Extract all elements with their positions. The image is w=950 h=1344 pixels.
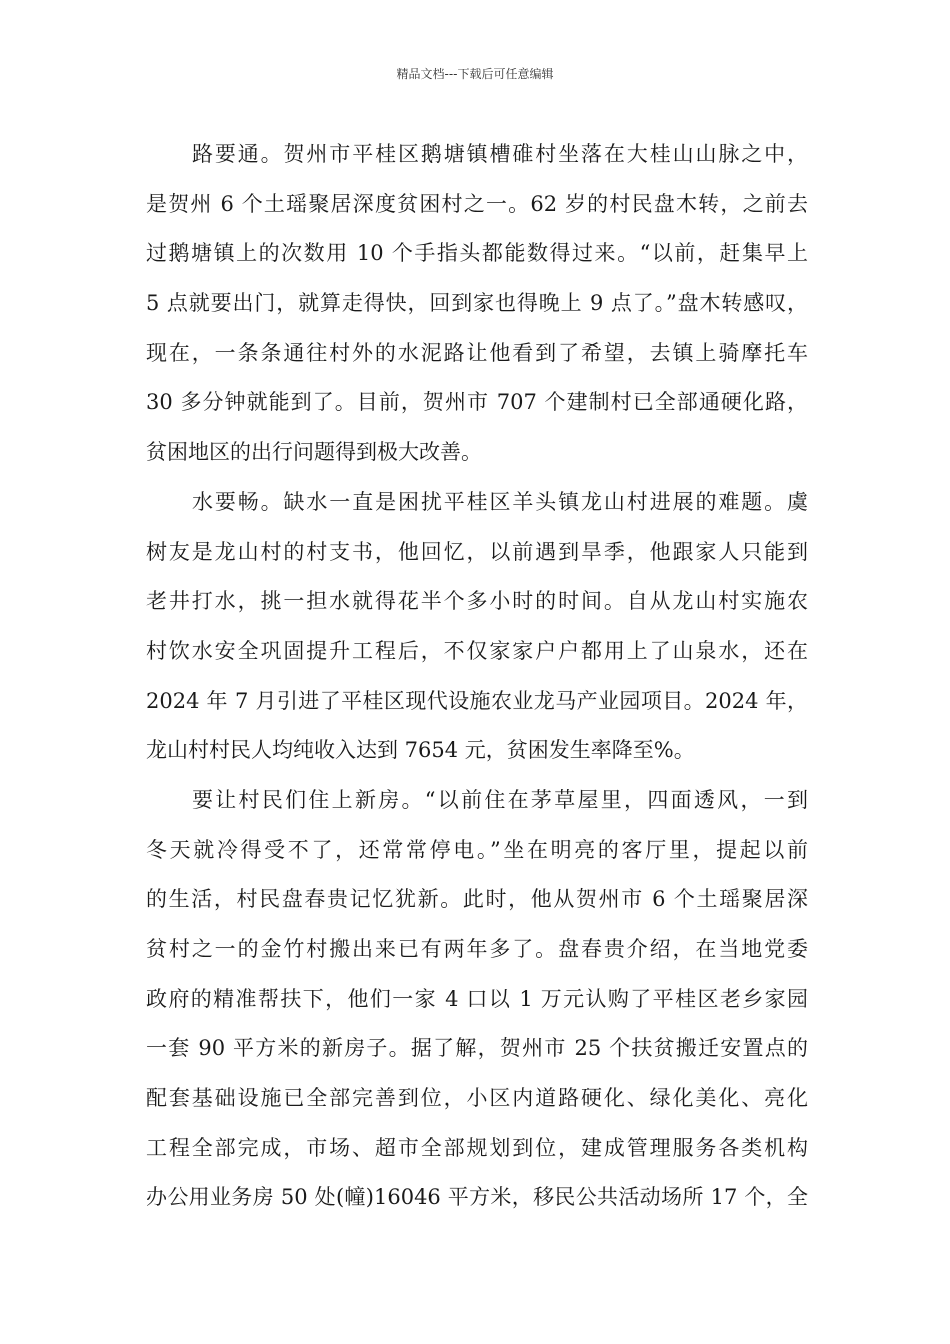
- paragraph-housing: [146, 776, 808, 1223]
- text-line: 配套基础设施已全部完善到位，小区内道路硬化、绿化美化、亮化: [146, 1086, 808, 1111]
- text-line: 路要通。贺州市平桂区鹅塘镇槽碓村坐落在大桂山山脉之中，: [192, 142, 808, 166]
- text-line: 政府的精准帮扶下，他们一家 4 口以 1 万元认购了平桂区老乡家园: [146, 986, 808, 1011]
- paragraph-road: [146, 130, 808, 478]
- text-line: 一套 90 平方米的新房子。据了解，贺州市 25 个扶贫搬迁安置点的: [146, 1036, 808, 1061]
- text-line: 贫村之一的金竹村搬出来已有两年多了。盘春贵介绍，在当地党委: [146, 937, 808, 961]
- text-line: 5 点就要出门，就算走得快，回到家也得晚上 9 点了。”盘木转感叹，: [146, 291, 808, 316]
- paragraph-water: [146, 478, 808, 776]
- text-line: 2024 年 7 月引进了平桂区现代设施农业龙马产业园项目。2024 年，: [146, 688, 808, 713]
- text-line: 办公用业务房 50 处(幢)16046 平方米，移民公共活动场所 17 个，全: [146, 1185, 808, 1210]
- text-line: 要让村民们住上新房。“以前住在茅草屋里，四面透风，一到: [192, 787, 808, 812]
- text-line: 村饮水安全巩固提升工程后，不仅家家户户都用上了山泉水，还在: [146, 638, 808, 663]
- text-line: 过鹅塘镇上的次数用 10 个手指头都能数得过来。“以前，赶集早上: [146, 241, 808, 266]
- text-line: 水要畅。缺水一直是困扰平桂区羊头镇龙山村进展的难题。虞: [192, 489, 808, 514]
- text-line: 龙山村村民人均纯收入达到 7654 元，贫困发生率降至%。: [146, 738, 695, 763]
- text-line: 30 多分钟就能到了。目前，贺州市 707 个建制村已全部通硬化路，: [146, 390, 808, 415]
- text-line: 现在，一条条通往村外的水泥路让他看到了希望，去镇上骑摩托车: [146, 340, 808, 365]
- text-line: 工程全部完成，市场、超市全部规划到位，建成管理服务各类机构: [146, 1135, 808, 1160]
- text-line: 冬天就冷得受不了，还常常停电。”坐在明亮的客厅里，提起以前: [146, 837, 808, 862]
- text-line: 老井打水，挑一担水就得花半个多小时的时间。自从龙山村实施农: [146, 589, 808, 614]
- text-line: 的生活，村民盘春贵记忆犹新。此时，他从贺州市 6 个土瑶聚居深: [146, 887, 808, 912]
- text-line: 贫困地区的出行问题得到极大改善。: [146, 440, 482, 465]
- page-header: 精品文档---下载后可任意编辑: [396, 67, 554, 81]
- document-body: [146, 130, 808, 1223]
- text-line: 是贺州 6 个土瑶聚居深度贫困村之一。62 岁的村民盘木转，之前去: [146, 191, 808, 216]
- text-line: 树友是龙山村的村支书，他回忆，以前遇到旱季，他跟家人只能到: [146, 539, 808, 564]
